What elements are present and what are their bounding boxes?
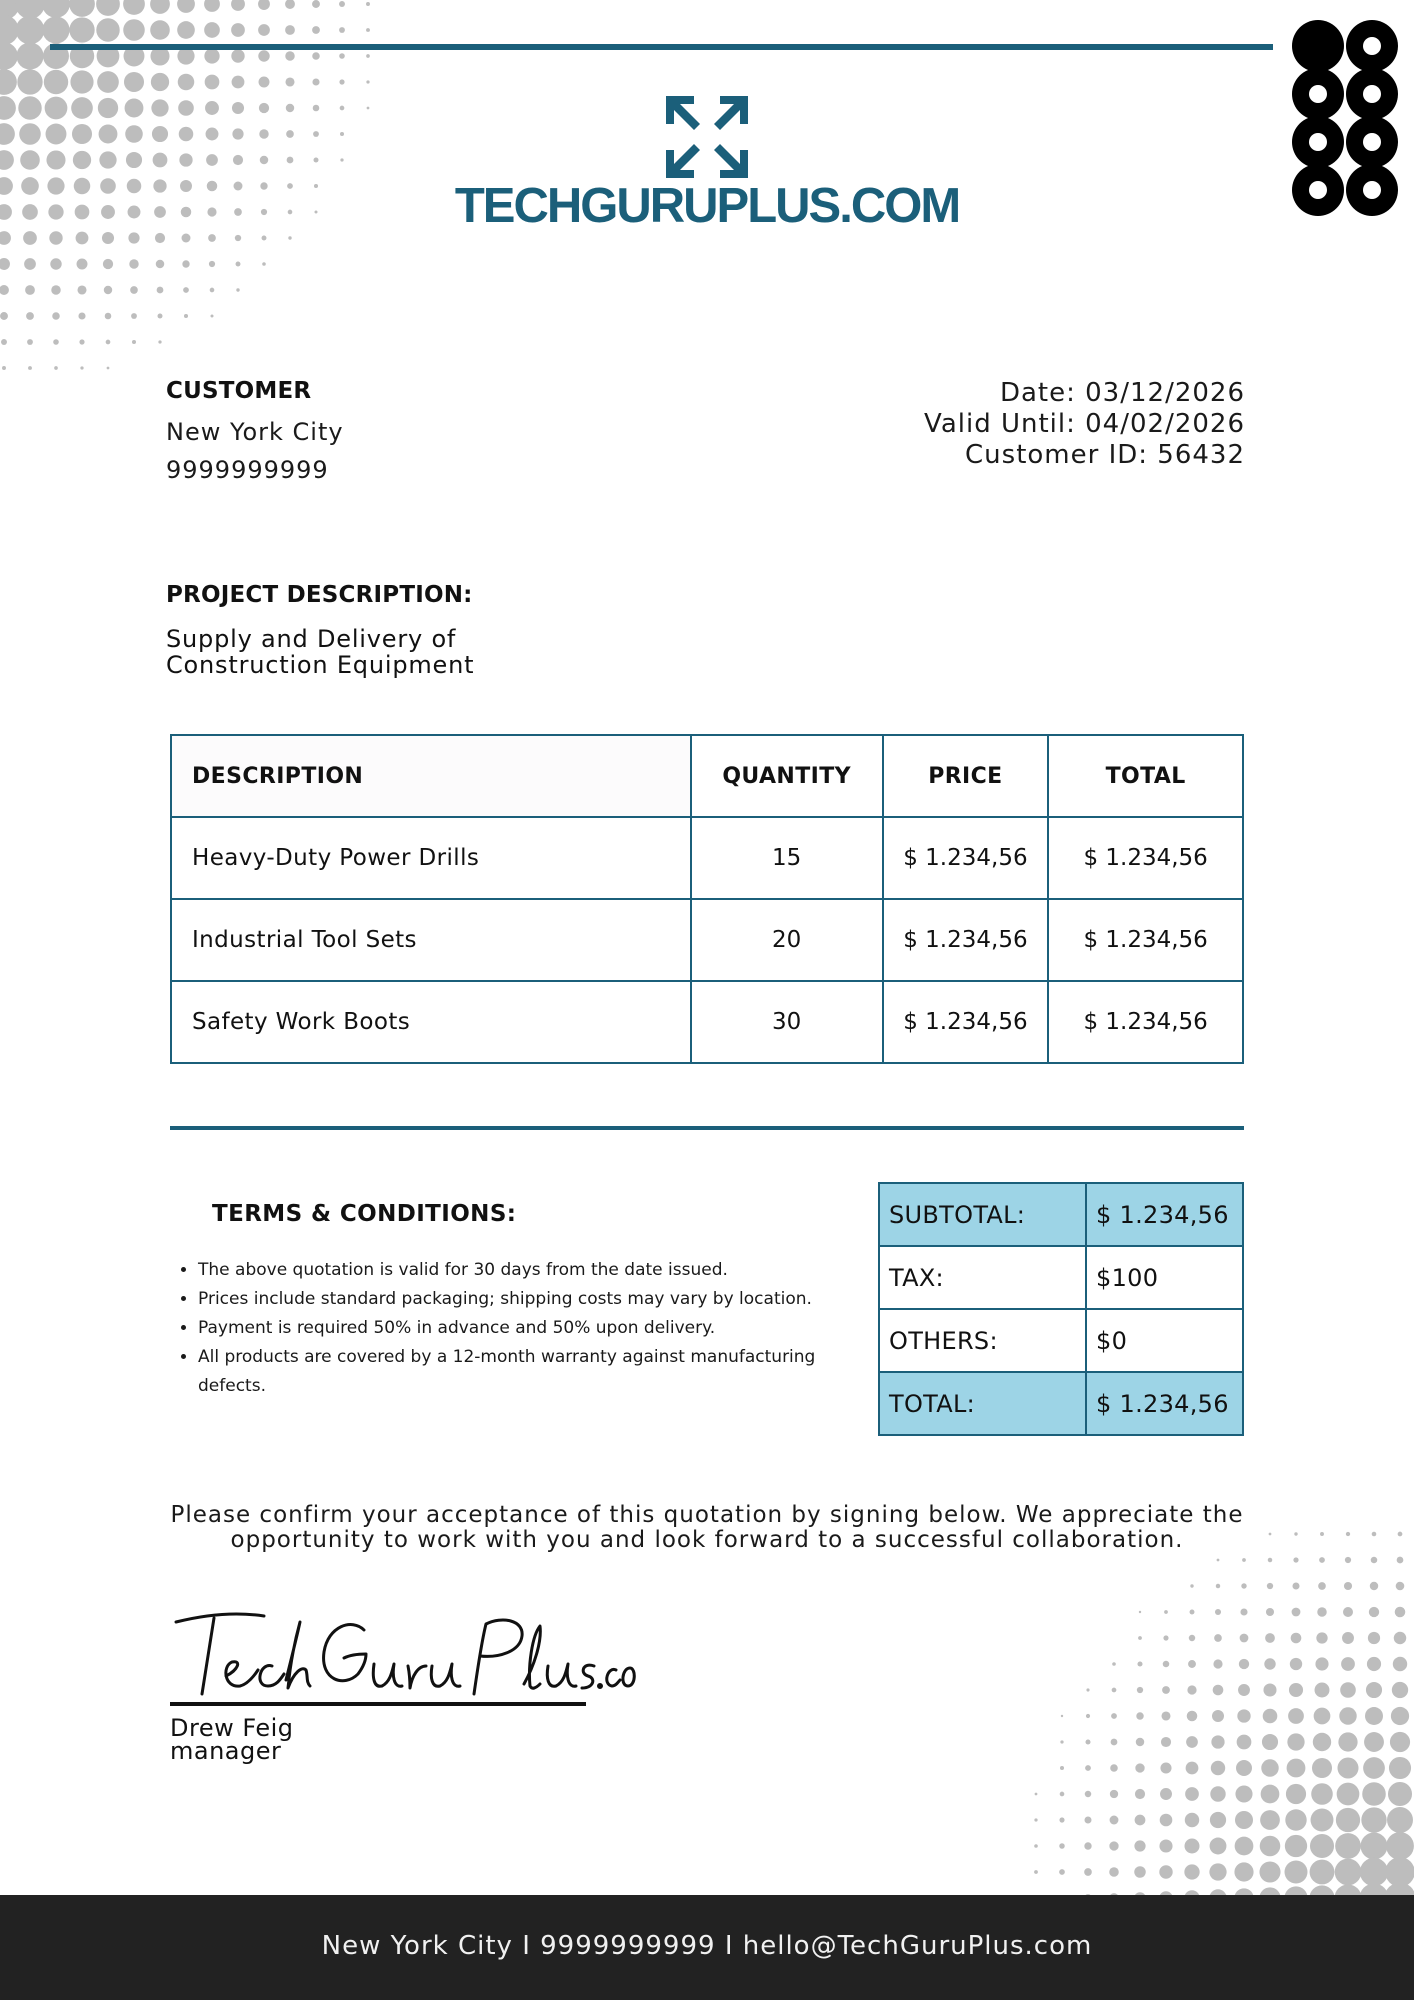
tax-label: TAX: <box>879 1246 1086 1309</box>
project-line-1: Supply and Delivery of <box>166 625 457 653</box>
quote-meta <box>700 378 1245 471</box>
items-table-header <box>171 735 1243 817</box>
header-total: TOTAL <box>1048 735 1243 817</box>
customer-city: New York City <box>166 418 344 446</box>
item-description: Heavy-Duty Power Drills <box>171 817 691 899</box>
customer-block <box>166 378 344 484</box>
items-table <box>170 734 1244 1064</box>
quote-customer-id: Customer ID: 56432 <box>965 440 1245 470</box>
project-text <box>166 626 474 678</box>
item-total: $ 1.234,56 <box>1048 899 1243 981</box>
tax-value: $100 <box>1086 1246 1243 1309</box>
item-quantity: 20 <box>691 899 883 981</box>
item-description: Safety Work Boots <box>171 981 691 1063</box>
signer-name: Drew Feig <box>170 1714 294 1742</box>
header-description: DESCRIPTION <box>171 735 691 817</box>
table-row <box>171 899 1243 981</box>
quote-date: Date: 03/12/2026 <box>999 378 1245 408</box>
header-price: PRICE <box>883 735 1049 817</box>
terms-item: • All products are covered by a 12-month warranty against manufacturing defects. <box>198 1343 818 1401</box>
tax-row <box>879 1246 1243 1309</box>
subtotal-row <box>879 1183 1243 1246</box>
item-price: $ 1.234,56 <box>883 817 1049 899</box>
project-heading: PROJECT DESCRIPTION: <box>166 582 473 608</box>
terms-item: • Payment is required 50% in advance and 50% upon delivery. <box>198 1314 818 1343</box>
subtotal-value: $ 1.234,56 <box>1086 1183 1243 1246</box>
total-label: TOTAL: <box>879 1372 1086 1435</box>
table-row <box>171 981 1243 1063</box>
item-quantity: 15 <box>691 817 883 899</box>
others-row <box>879 1309 1243 1372</box>
terms-item: • Prices include standard packaging; shipping costs may vary by location. <box>198 1285 818 1314</box>
item-total: $ 1.234,56 <box>1048 981 1243 1063</box>
item-description: Industrial Tool Sets <box>171 899 691 981</box>
confirmation-line-2: opportunity to work with you and look forward to a successful collaboration. <box>230 1527 1184 1553</box>
confirmation-line-1: Please confirm your acceptance of this quotation by signing below. We appreciate the <box>170 1502 1244 1528</box>
terms-list <box>172 1256 818 1401</box>
header-quantity: QUANTITY <box>691 735 883 817</box>
others-label: OTHERS: <box>879 1309 1086 1372</box>
table-row <box>171 817 1243 899</box>
signer-title: manager <box>170 1737 282 1765</box>
total-row <box>879 1372 1243 1435</box>
halftone-decoration-bottom-right <box>980 1530 1414 1900</box>
top-rule <box>50 44 1273 50</box>
expand-arrows-logo-icon <box>666 96 748 178</box>
totals-table <box>878 1182 1244 1436</box>
others-value: $0 <box>1086 1309 1243 1372</box>
total-value: $ 1.234,56 <box>1086 1372 1243 1435</box>
item-price: $ 1.234,56 <box>883 899 1049 981</box>
item-quantity: 30 <box>691 981 883 1063</box>
signer-block <box>170 1714 294 1765</box>
section-divider <box>170 1126 1244 1130</box>
item-total: $ 1.234,56 <box>1048 817 1243 899</box>
quote-valid-until: Valid Until: 04/02/2026 <box>924 409 1245 439</box>
item-price: $ 1.234,56 <box>883 981 1049 1063</box>
customer-heading: CUSTOMER <box>166 378 312 404</box>
confirmation-text <box>150 1503 1264 1553</box>
terms-item: • The above quotation is valid for 30 days from the date issued. <box>198 1256 818 1285</box>
signature-line <box>170 1702 586 1706</box>
subtotal-label: SUBTOTAL: <box>879 1183 1086 1246</box>
project-description <box>166 582 474 678</box>
handwritten-signature <box>168 1596 638 1706</box>
brand-name: TECHGURUPLUS.COM <box>454 179 960 233</box>
terms-heading: TERMS & CONDITIONS: <box>212 1201 517 1227</box>
customer-phone: 9999999999 <box>166 456 329 484</box>
project-line-2: Construction Equipment <box>166 651 475 679</box>
footer-contact: New York City I 9999999999 I hello@TechGuruPlus.com <box>321 1931 1093 1961</box>
